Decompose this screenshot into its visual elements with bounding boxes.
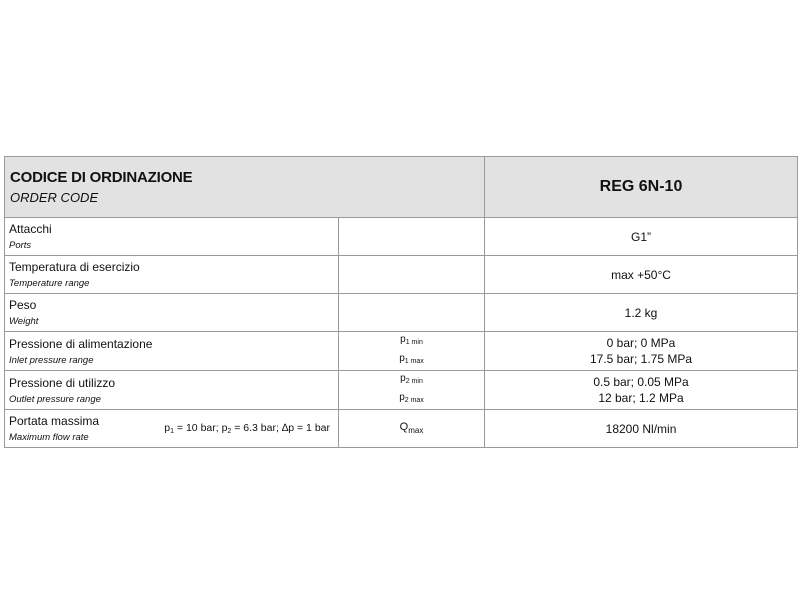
order-code-header-row <box>5 157 798 218</box>
row-value-cell <box>485 371 798 410</box>
row-label-en: Weight <box>9 316 39 327</box>
symbol-max: $p_{1 max}$ <box>399 353 424 365</box>
order-code-title: CODICE DI ORDINAZIONE <box>10 169 193 186</box>
row-value: 1.2 kg <box>485 294 798 332</box>
row-symbol-cell <box>339 410 485 448</box>
spec-table <box>4 156 798 448</box>
row-label-cell <box>5 410 339 448</box>
row-value: 18200 Nl/min <box>485 410 798 448</box>
order-code-header-cell <box>5 157 485 218</box>
row-label-en: Ports <box>9 240 32 251</box>
row-label-en: Temperature range <box>9 278 90 289</box>
table-row-max-flow <box>5 410 798 448</box>
symbol-max: $p_{2 max}$ <box>399 392 424 404</box>
row-label-it: Pressione di alimentazione <box>9 336 153 351</box>
row-symbol-cell <box>339 332 485 371</box>
row-value: max +50°C <box>485 256 798 294</box>
value-max: 12 bar; 1.2 MPa <box>598 391 684 405</box>
symbol-min: $p_{2 min}$ <box>400 373 423 385</box>
table-row-inlet-pressure <box>5 332 798 371</box>
row-label-cell <box>5 294 339 332</box>
flow-symbol: $Q_{max}$ <box>399 420 424 435</box>
row-label-cell <box>5 256 339 294</box>
row-label-cell <box>5 218 339 256</box>
row-label-it: Pressione di utilizzo <box>9 375 116 390</box>
table-row-ports <box>5 218 798 256</box>
row-label-en: Outlet pressure range <box>9 393 101 405</box>
table-row-weight <box>5 294 798 332</box>
model-code: REG 6N-10 <box>485 157 798 218</box>
row-label-cell <box>5 371 339 410</box>
symbol-min: $p_{1 min}$ <box>400 334 423 346</box>
row-label-it: Peso <box>9 298 37 312</box>
order-code-subtitle: ORDER CODE <box>10 190 99 205</box>
row-value: G1” <box>485 218 798 256</box>
table-row-temperature <box>5 256 798 294</box>
table-row-outlet-pressure <box>5 371 798 410</box>
row-symbol-cell <box>339 218 485 256</box>
row-label-it: Attacchi <box>9 222 52 236</box>
row-symbol-cell <box>339 371 485 410</box>
value-min: 0 bar; 0 MPa <box>606 336 676 350</box>
row-value-cell <box>485 332 798 371</box>
row-symbol-cell <box>339 256 485 294</box>
row-symbol-cell <box>339 294 485 332</box>
test-conditions: $p_1 = 10$ bar; $p_2 = 6.3$ bar; ∆p = 1 bar <box>164 422 330 435</box>
row-label-it: Temperatura di esercizio <box>9 260 140 274</box>
row-label-it: Portata massima <box>9 414 100 428</box>
row-label-en: Maximum flow rate <box>9 432 89 443</box>
value-max: 17.5 bar; 1.75 MPa <box>589 352 693 366</box>
value-min: 0.5 bar; 0.05 MPa <box>593 375 689 389</box>
row-label-cell <box>5 332 339 371</box>
row-label-en: Inlet pressure range <box>9 354 94 366</box>
